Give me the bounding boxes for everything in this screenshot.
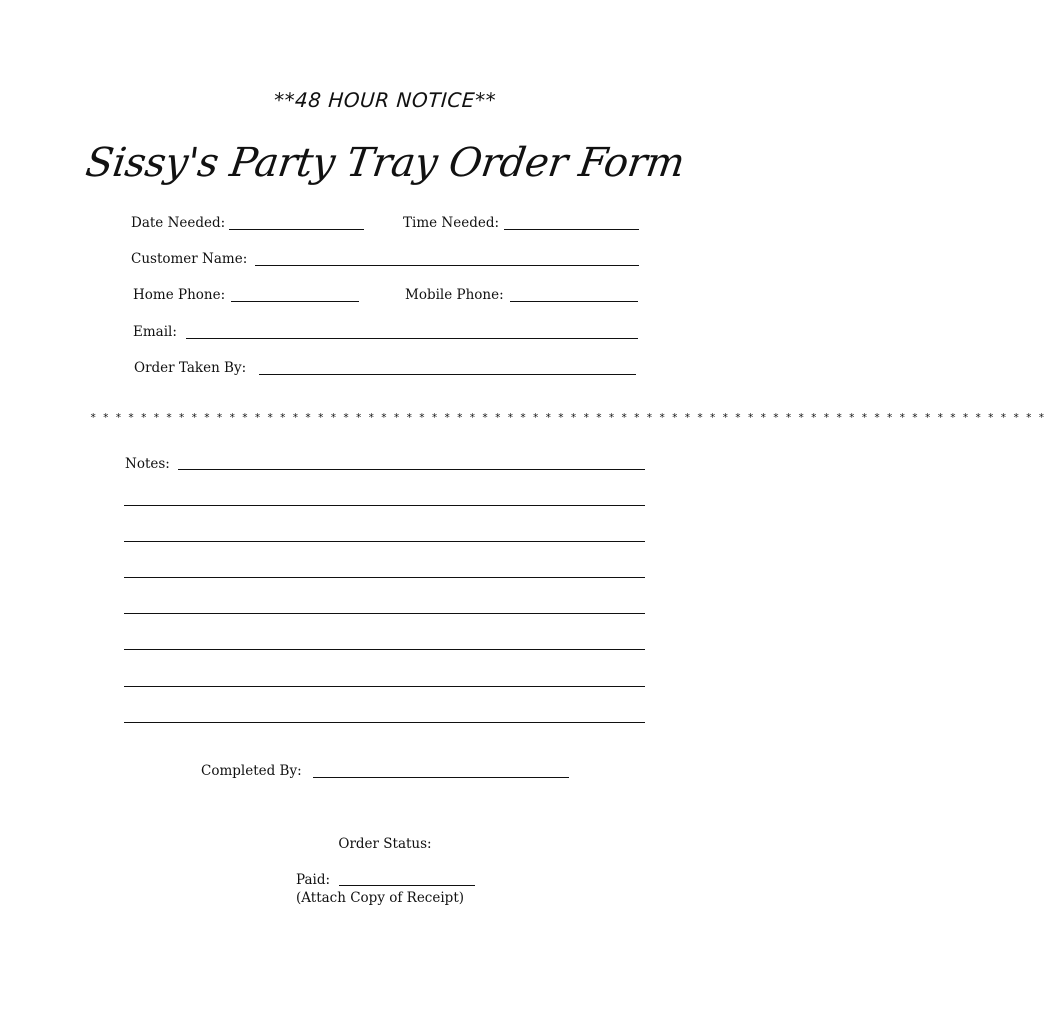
completed-by-field[interactable]: [313, 777, 569, 778]
home-phone-field[interactable]: [231, 301, 359, 302]
notes-line[interactable]: [124, 649, 645, 650]
notes-label: Notes:: [125, 456, 170, 472]
order-status-heading: Order Status:: [338, 836, 432, 852]
email-label: Email:: [133, 324, 177, 340]
notes-line[interactable]: [124, 541, 645, 542]
order-taken-by-field[interactable]: [259, 374, 636, 375]
mobile-phone-field[interactable]: [510, 301, 638, 302]
date-needed-field[interactable]: [229, 229, 364, 230]
notes-line[interactable]: [124, 505, 645, 506]
notes-line[interactable]: [124, 577, 645, 578]
date-needed-label: Date Needed:: [131, 215, 226, 231]
notes-line[interactable]: [124, 686, 645, 687]
paid-label: Paid:: [296, 872, 331, 888]
completed-by-label: Completed By:: [201, 763, 302, 779]
customer-name-label: Customer Name:: [131, 251, 248, 267]
customer-name-field[interactable]: [255, 265, 639, 266]
time-needed-label: Time Needed:: [403, 215, 500, 231]
email-field[interactable]: [186, 338, 638, 339]
notes-line[interactable]: [124, 722, 645, 723]
asterisk-separator: * * * * * * * * * * * * * * * * * * * * * * * * * * * * * * * * * * * * * * * * * * * * * * * * * * * * * * * * * * * * * * * * * * * * * * * * * * * *: [90, 412, 1045, 424]
home-phone-label: Home Phone:: [133, 287, 226, 303]
notes-line[interactable]: [178, 469, 645, 470]
paid-field[interactable]: [339, 885, 475, 886]
form-title: Sissy's Party Tray Order Form: [82, 140, 688, 186]
notes-line[interactable]: [124, 613, 645, 614]
notice-heading: **48 HOUR NOTICE**: [273, 88, 497, 112]
time-needed-field[interactable]: [504, 229, 639, 230]
mobile-phone-label: Mobile Phone:: [405, 287, 504, 303]
receipt-note: (Attach Copy of Receipt): [296, 890, 465, 906]
order-taken-by-label: Order Taken By:: [134, 360, 247, 376]
